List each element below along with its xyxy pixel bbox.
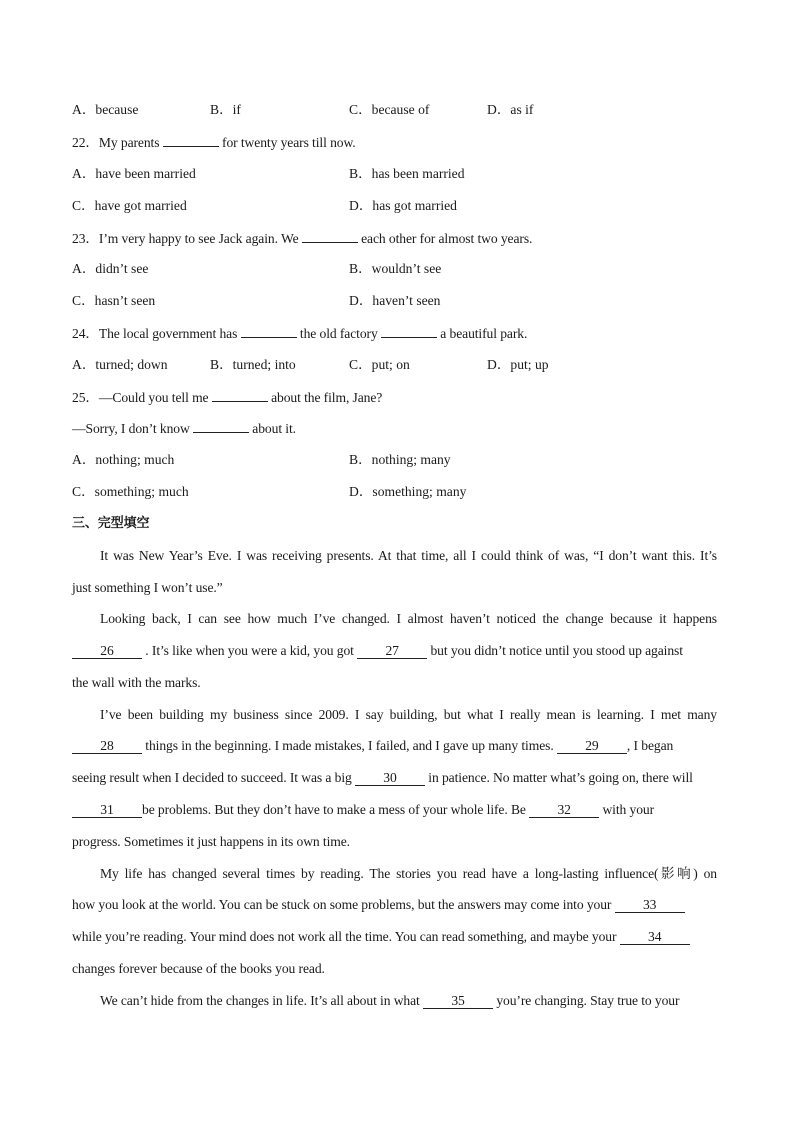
q21-option-a: A．because: [72, 102, 139, 117]
q24-option-c: C．put; on: [349, 357, 410, 372]
q22-option-d: D．has got married: [349, 198, 457, 213]
q22-text-post: for twenty years till now.: [218, 135, 356, 150]
q25-text-pre: 25．—Could you tell me: [72, 390, 212, 405]
q24-text-post: a beautiful park.: [436, 326, 528, 341]
blank-34[interactable]: 34: [620, 930, 690, 945]
q24-blank-1: [241, 325, 297, 338]
section-title: 三、完型填空: [72, 516, 150, 531]
q22-stem: [72, 134, 356, 151]
passage-p3-line2-text: things in the beginning. I made mistakes, I failed, and I gave up many times.: [142, 738, 557, 753]
passage-p1-line2: just something I won’t use.”: [72, 580, 223, 595]
q25-line2-post: about it.: [249, 421, 296, 436]
q23-option-b: B．wouldn’t see: [349, 261, 442, 276]
q22-blank: [163, 134, 219, 147]
passage-p3-line3-end: in patience. No matter what’s going on, there will: [425, 770, 693, 785]
passage-p5-line1: [100, 993, 679, 1009]
passage-p3-line1: I’ve been building my business since 2009. I say building, but what I really mean is learning. I met many: [100, 707, 717, 722]
passage-p3-line4-end: with your: [599, 802, 655, 817]
q25-blank-2: [193, 420, 249, 433]
q25-option-d: D．something; many: [349, 484, 467, 499]
passage-p2-line2: [72, 643, 683, 659]
blank-33[interactable]: 33: [615, 898, 685, 913]
passage-p3-line3: [72, 770, 693, 786]
passage-p3-line4-text: be problems. But they don’t have to make a mess of your whole life. Be: [142, 802, 530, 817]
q24-option-a: A．turned; down: [72, 357, 168, 372]
q21-option-b: B．if: [210, 102, 241, 117]
q22-option-b: B．has been married: [349, 166, 465, 181]
passage-p2-line2-text: . It’s like when you were a kid, you got: [142, 643, 358, 658]
q23-option-c: C．hasn’t seen: [72, 293, 156, 308]
q25-option-b: B．nothing; many: [349, 452, 451, 467]
q24-option-d: D．put; up: [487, 357, 549, 372]
passage-p1-line1: It was New Year’s Eve. I was receiving presents. At that time, all I could think of was, “I don’t want this. It’s: [100, 548, 717, 563]
passage-p2-line2-end: but you didn’t notice until you stood up against: [427, 643, 683, 658]
q25-option-a: A．nothing; much: [72, 452, 175, 467]
q21-option-c: C．because of: [349, 102, 430, 117]
passage-p4-line1: My life has changed several times by reading. The stories you read have a long-lasting influence(影响) on: [100, 866, 717, 881]
q22-text-pre: 22．My parents: [72, 135, 163, 150]
blank-29[interactable]: 29: [557, 739, 627, 754]
blank-27[interactable]: 27: [357, 644, 427, 659]
q23-option-a: A．didn’t see: [72, 261, 149, 276]
q24-stem: [72, 325, 527, 342]
q25-stem-line2: [72, 420, 296, 437]
passage-p3-line2-end: , I began: [626, 738, 674, 753]
q25-option-c: C．something; much: [72, 484, 189, 499]
blank-32[interactable]: 32: [529, 803, 599, 818]
blank-31[interactable]: 31: [72, 803, 142, 818]
blank-28[interactable]: 28: [72, 739, 142, 754]
q23-text-pre: 23．I’m very happy to see Jack again. We: [72, 231, 302, 246]
q23-blank: [302, 230, 358, 243]
q25-text-post: about the film, Jane?: [267, 390, 383, 405]
passage-p4-line3: [72, 929, 690, 945]
q25-blank-1: [212, 389, 268, 402]
blank-30[interactable]: 30: [355, 771, 425, 786]
passage-p3-line2: [72, 738, 673, 754]
passage-p2-line3: the wall with the marks.: [72, 675, 201, 690]
q24-text-pre: 24．The local government has: [72, 326, 241, 341]
q24-blank-2: [381, 325, 437, 338]
q23-stem: [72, 230, 532, 247]
q22-option-a: A．have been married: [72, 166, 196, 181]
blank-26[interactable]: 26: [72, 644, 142, 659]
passage-p4-line4: changes forever because of the books you read.: [72, 961, 325, 976]
passage-p5-line1-end: you’re changing. Stay true to your: [493, 993, 680, 1008]
blank-35[interactable]: 35: [423, 994, 493, 1009]
passage-p4-line2-text: how you look at the world. You can be stuck on some problems, but the answers may come into your: [72, 897, 615, 912]
passage-p4-line2: [72, 897, 685, 913]
passage-p3-line4: [72, 802, 654, 818]
q23-option-d: D．haven’t seen: [349, 293, 441, 308]
q21-option-d: D．as if: [487, 102, 534, 117]
q25-line2-pre: —Sorry, I don’t know: [72, 421, 193, 436]
q25-stem: [72, 389, 382, 406]
q22-option-c: C．have got married: [72, 198, 187, 213]
q24-text-mid: the old factory: [296, 326, 381, 341]
passage-p5-line1-text: We can’t hide from the changes in life. It’s all about in what: [100, 993, 424, 1008]
q23-text-post: each other for almost two years.: [357, 231, 533, 246]
passage-p2-line1: Looking back, I can see how much I’ve changed. I almost haven’t noticed the change because it happens: [100, 611, 717, 626]
passage-p3-line3-text: seeing result when I decided to succeed. It was a big: [72, 770, 355, 785]
q24-option-b: B．turned; into: [210, 357, 296, 372]
passage-p3-line5: progress. Sometimes it just happens in its own time.: [72, 834, 350, 849]
passage-p4-line3-text: while you’re reading. Your mind does not work all the time. You can read something, and maybe your: [72, 929, 620, 944]
